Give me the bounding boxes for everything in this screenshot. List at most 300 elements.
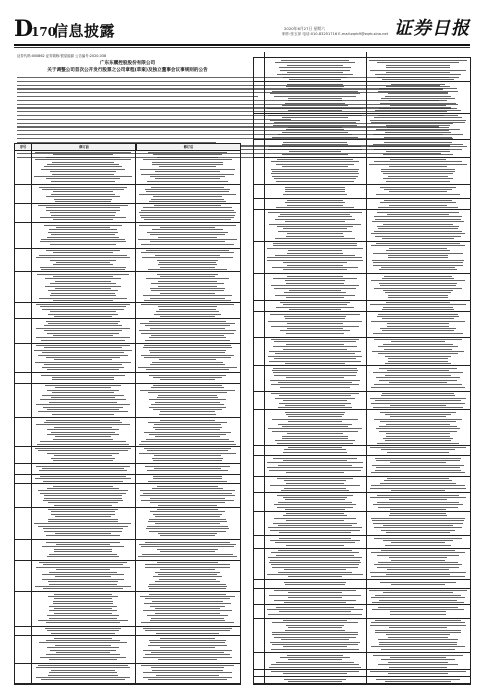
cell-text-line bbox=[271, 173, 360, 174]
cell-text-line bbox=[149, 588, 227, 589]
cell-text-line bbox=[153, 478, 222, 479]
section-letter: D bbox=[14, 16, 34, 42]
cell-text-line bbox=[382, 79, 453, 80]
table-row bbox=[254, 273, 470, 274]
cell-text-line bbox=[150, 642, 224, 643]
cell-text-line bbox=[150, 234, 224, 235]
cell-text-line bbox=[275, 62, 355, 63]
table-row bbox=[15, 683, 240, 684]
cell-text-line bbox=[273, 458, 357, 459]
cell-text-line bbox=[374, 538, 461, 539]
cell-text-line bbox=[379, 644, 457, 645]
cell-text-line bbox=[371, 622, 465, 623]
cell-text-line bbox=[388, 673, 449, 674]
cell-text-line bbox=[383, 592, 453, 593]
cell-text-line bbox=[273, 372, 358, 373]
cell-text-line bbox=[371, 472, 465, 473]
cell-text-line bbox=[50, 212, 116, 213]
cell-text-line bbox=[270, 642, 361, 643]
cell-text-line bbox=[371, 597, 465, 598]
cell-text-line bbox=[38, 450, 127, 451]
cell-text-line bbox=[288, 98, 341, 99]
cell-text-line bbox=[141, 622, 234, 623]
cell-text-line bbox=[371, 485, 465, 486]
table-header bbox=[15, 144, 240, 151]
cell-text-line bbox=[389, 557, 446, 558]
cell-text-line bbox=[274, 358, 356, 359]
cell-text-line bbox=[50, 295, 117, 296]
cell-text-line bbox=[372, 520, 464, 521]
cell-text-line bbox=[281, 639, 349, 640]
cell-text-line bbox=[151, 652, 225, 653]
cell-text-line bbox=[374, 216, 463, 217]
cell-text-line bbox=[41, 239, 125, 240]
cell-text-line bbox=[275, 353, 355, 354]
table-row bbox=[15, 302, 240, 303]
cell-text-line bbox=[267, 574, 362, 575]
cell-text-line bbox=[383, 290, 452, 291]
cell-text-line bbox=[285, 103, 346, 104]
cell-text-line bbox=[46, 250, 121, 251]
cell-text-line bbox=[373, 262, 463, 263]
cell-text-line bbox=[381, 267, 456, 268]
cell-text-line bbox=[268, 115, 362, 116]
cell-text-line bbox=[272, 622, 357, 623]
cell-text-line bbox=[46, 622, 120, 623]
cell-text-line bbox=[376, 129, 460, 130]
cell-text-line bbox=[288, 421, 342, 422]
cell-text-line bbox=[151, 335, 224, 336]
column-divider bbox=[135, 144, 136, 684]
cell-text-line bbox=[378, 507, 458, 508]
cell-text-line bbox=[285, 499, 344, 500]
cell-text-line bbox=[150, 241, 225, 242]
cell-text-line bbox=[146, 528, 230, 529]
cell-text-line bbox=[157, 549, 219, 550]
cell-text-line bbox=[379, 431, 457, 432]
cell-text-line bbox=[274, 504, 355, 505]
cell-text-line bbox=[38, 411, 129, 412]
cell-text-line bbox=[140, 495, 236, 496]
cell-text-line bbox=[370, 572, 466, 573]
cell-text-line bbox=[51, 293, 115, 294]
cell-text-line bbox=[387, 214, 449, 215]
cell-text-line bbox=[144, 219, 232, 220]
cell-text-line bbox=[387, 127, 449, 128]
cell-text-line bbox=[374, 527, 463, 528]
cell-text-line bbox=[284, 602, 346, 603]
cell-text-line bbox=[146, 191, 229, 192]
cell-text-line bbox=[55, 387, 110, 388]
cell-text-line bbox=[370, 304, 466, 305]
cell-text-line bbox=[152, 164, 222, 165]
cell-text-line bbox=[159, 262, 215, 263]
cell-text-line bbox=[280, 302, 350, 303]
cell-text-line bbox=[283, 262, 347, 263]
cell-text-line bbox=[49, 229, 117, 230]
table-row bbox=[254, 676, 470, 677]
table-row bbox=[254, 241, 470, 242]
cell-text-line bbox=[390, 416, 446, 417]
cell-text-line bbox=[278, 424, 351, 425]
cell-text-line bbox=[49, 606, 117, 607]
cell-text-line bbox=[383, 173, 454, 174]
cell-text-line bbox=[48, 675, 119, 676]
cell-text-line bbox=[377, 443, 458, 444]
cell-text-line bbox=[371, 321, 466, 322]
cell-text-line bbox=[378, 115, 458, 116]
cell-text-line bbox=[283, 194, 348, 195]
cell-text-line bbox=[146, 278, 228, 279]
table-row bbox=[15, 663, 240, 664]
table-row bbox=[15, 372, 240, 373]
cell-text-line bbox=[150, 606, 225, 607]
cell-text-line bbox=[286, 333, 344, 334]
cell-text-line bbox=[370, 70, 466, 71]
cell-text-line bbox=[35, 448, 131, 449]
cell-text-line bbox=[283, 142, 347, 143]
cell-text-line bbox=[38, 620, 128, 621]
cell-text-line bbox=[147, 526, 228, 527]
cell-text-line bbox=[140, 596, 234, 597]
cell-text-line bbox=[44, 330, 121, 331]
cell-text-line bbox=[55, 281, 111, 282]
cell-text-line bbox=[157, 397, 219, 398]
cell-text-line bbox=[390, 405, 445, 406]
cell-text-line bbox=[145, 542, 229, 543]
cell-text-line bbox=[157, 274, 219, 275]
cell-text-line bbox=[36, 328, 130, 329]
cell-text-line bbox=[267, 467, 362, 468]
cell-text-line bbox=[40, 306, 126, 307]
cell-text-line bbox=[39, 470, 128, 471]
cell-text-line bbox=[273, 245, 356, 246]
cell-text-line bbox=[270, 530, 361, 531]
cell-text-line bbox=[56, 227, 111, 228]
cell-text-line bbox=[390, 105, 445, 106]
cell-text-line bbox=[144, 345, 232, 346]
cell-text-line bbox=[380, 582, 456, 583]
masthead bbox=[14, 18, 470, 42]
cell-text-line bbox=[155, 572, 220, 573]
cell-text-line bbox=[286, 414, 344, 415]
column-divider bbox=[366, 52, 367, 684]
cell-text-line bbox=[379, 269, 457, 270]
cell-text-line bbox=[372, 609, 463, 610]
cell-text-line bbox=[391, 84, 446, 85]
cell-text-line bbox=[141, 252, 234, 253]
cell-text-line bbox=[273, 368, 356, 369]
cell-text-line bbox=[375, 470, 461, 471]
cell-text-line bbox=[159, 579, 216, 580]
cell-text-line bbox=[143, 657, 232, 658]
cell-text-line bbox=[276, 307, 354, 308]
cell-text-line bbox=[148, 269, 226, 270]
cell-text-line bbox=[155, 613, 221, 614]
cell-text-line bbox=[287, 200, 343, 201]
cell-text-line bbox=[41, 679, 125, 680]
cell-text-line bbox=[382, 309, 454, 310]
cell-text-line bbox=[379, 642, 457, 643]
cell-text-line bbox=[38, 355, 128, 356]
cell-text-line bbox=[374, 231, 461, 232]
cell-text-line bbox=[287, 276, 344, 277]
cell-text-line bbox=[376, 679, 460, 680]
cell-text-line bbox=[375, 595, 461, 596]
cell-text-line bbox=[53, 276, 113, 277]
cell-text-line bbox=[153, 576, 222, 577]
cell-text-line bbox=[383, 224, 453, 225]
cell-text-line bbox=[50, 311, 116, 312]
cell-text-line bbox=[276, 164, 353, 165]
cell-text-line bbox=[141, 304, 235, 305]
cell-text-line bbox=[385, 375, 452, 376]
cell-text-line bbox=[371, 245, 465, 246]
cell-text-line bbox=[54, 594, 112, 595]
cell-text-line bbox=[277, 443, 353, 444]
cell-text-line bbox=[283, 646, 347, 647]
cell-text-line bbox=[42, 309, 124, 310]
cell-text-line bbox=[155, 436, 220, 437]
cell-text-line bbox=[147, 615, 229, 616]
cell-text-line bbox=[147, 232, 228, 233]
cell-text-line bbox=[153, 514, 221, 515]
cell-text-line bbox=[385, 356, 452, 357]
cell-text-line bbox=[389, 515, 447, 516]
cell-text-line bbox=[52, 174, 113, 175]
cell-text-line bbox=[37, 444, 128, 445]
cell-text-line bbox=[158, 306, 216, 307]
cell-text-line bbox=[379, 108, 458, 109]
cell-text-line bbox=[388, 93, 447, 94]
cell-text-line bbox=[380, 483, 457, 484]
cell-text-line bbox=[47, 237, 118, 238]
cell-text-line bbox=[285, 189, 344, 190]
cell-text-line bbox=[273, 523, 358, 524]
cell-text-line bbox=[54, 551, 112, 552]
table-row bbox=[15, 591, 240, 592]
cell-text-line bbox=[288, 250, 341, 251]
cell-text-line bbox=[40, 217, 127, 218]
cell-text-line bbox=[149, 594, 226, 595]
cell-text-line bbox=[286, 472, 344, 473]
cell-text-line bbox=[386, 532, 450, 533]
cell-text-line bbox=[281, 60, 349, 61]
cell-text-line bbox=[271, 671, 359, 672]
cell-text-line bbox=[285, 191, 345, 192]
cell-text-line bbox=[153, 476, 222, 477]
masthead-rule bbox=[14, 44, 470, 46]
cell-text-line bbox=[377, 555, 460, 556]
cell-text-line bbox=[386, 72, 450, 73]
table-row bbox=[15, 417, 240, 418]
cell-text-line bbox=[269, 562, 360, 563]
cell-text-line bbox=[48, 314, 118, 315]
cell-text-line bbox=[281, 490, 349, 491]
cell-text-line bbox=[55, 436, 110, 437]
cell-text-line bbox=[158, 533, 217, 534]
cell-text-line bbox=[47, 630, 119, 631]
cell-text-line bbox=[149, 399, 225, 400]
table-row bbox=[254, 588, 470, 589]
cell-text-line bbox=[151, 404, 223, 405]
cell-text-line bbox=[371, 403, 466, 404]
table-row bbox=[15, 560, 240, 561]
cell-text-line bbox=[50, 650, 116, 651]
cell-text-line bbox=[384, 142, 452, 143]
cell-text-line bbox=[278, 134, 353, 135]
cell-text-line bbox=[52, 162, 114, 163]
cell-text-line bbox=[141, 441, 235, 442]
cell-text-line bbox=[40, 476, 125, 477]
cell-text-line bbox=[51, 194, 115, 195]
cell-text-line bbox=[373, 655, 462, 656]
cell-text-line bbox=[285, 363, 346, 364]
cell-text-line bbox=[34, 523, 131, 524]
cell-text-line bbox=[374, 288, 462, 289]
cell-text-line bbox=[47, 434, 118, 435]
cell-text-line bbox=[148, 392, 228, 393]
masthead-rule-thin bbox=[14, 47, 470, 48]
cell-text-line bbox=[153, 460, 222, 461]
cell-text-line bbox=[380, 285, 457, 286]
table-row bbox=[15, 184, 240, 185]
cell-text-line bbox=[160, 411, 216, 412]
cell-text-line bbox=[154, 424, 221, 425]
cell-text-line bbox=[387, 370, 449, 371]
cell-text-line bbox=[40, 267, 125, 268]
cell-text-line bbox=[143, 207, 232, 208]
table-row bbox=[15, 271, 240, 272]
cell-text-line bbox=[269, 224, 361, 225]
table-row bbox=[254, 683, 470, 684]
column-divider bbox=[31, 144, 32, 684]
cell-text-line bbox=[144, 432, 231, 433]
table-row bbox=[254, 113, 470, 114]
cell-text-line bbox=[159, 359, 216, 360]
table-row bbox=[15, 635, 240, 636]
cell-text-line bbox=[267, 257, 362, 258]
cell-text-line bbox=[150, 298, 225, 299]
cell-text-line bbox=[138, 239, 237, 240]
cell-text-line bbox=[376, 460, 460, 461]
cell-text-line bbox=[279, 538, 350, 539]
cell-text-line bbox=[282, 166, 348, 167]
cell-text-line bbox=[36, 424, 130, 425]
cell-text-line bbox=[42, 395, 125, 396]
cell-text-line bbox=[140, 490, 236, 491]
cell-text-line bbox=[149, 407, 226, 408]
cell-text-line bbox=[373, 523, 463, 524]
cell-text-line bbox=[36, 304, 131, 305]
cell-text-line bbox=[46, 357, 119, 358]
cell-text-line bbox=[375, 620, 462, 621]
cell-text-line bbox=[389, 499, 447, 500]
cell-text-line bbox=[386, 574, 450, 575]
cell-text-line bbox=[270, 485, 361, 486]
cell-text-line bbox=[49, 402, 116, 403]
cell-text-line bbox=[45, 286, 120, 287]
cell-text-line bbox=[387, 569, 449, 570]
cell-text-line bbox=[283, 269, 348, 270]
cell-text-line bbox=[46, 207, 120, 208]
cell-text-line bbox=[381, 449, 454, 450]
cell-text-line bbox=[377, 77, 459, 78]
cell-text-line bbox=[150, 328, 225, 329]
cell-text-line bbox=[272, 176, 357, 177]
cell-text-line bbox=[375, 630, 462, 631]
cell-text-line bbox=[142, 257, 233, 258]
cell-text-line bbox=[53, 486, 112, 487]
cell-text-line bbox=[371, 387, 466, 388]
cell-text-line bbox=[267, 260, 362, 261]
cell-text-line bbox=[40, 493, 127, 494]
cell-text-line bbox=[271, 161, 359, 162]
cell-text-line bbox=[51, 234, 114, 235]
cell-text-line bbox=[154, 468, 221, 469]
cell-text-line bbox=[272, 370, 358, 371]
cell-text-line bbox=[160, 420, 216, 421]
table-row bbox=[254, 409, 470, 410]
cell-text-line bbox=[375, 219, 460, 220]
cell-text-line bbox=[276, 181, 355, 182]
cell-text-line bbox=[287, 328, 343, 329]
cell-text-line bbox=[56, 544, 110, 545]
cell-text-line bbox=[151, 187, 224, 188]
cell-text-line bbox=[376, 467, 460, 468]
table-row bbox=[254, 139, 470, 140]
table-row bbox=[15, 248, 240, 249]
cell-text-line bbox=[380, 412, 455, 413]
cell-text-line bbox=[152, 488, 223, 489]
cell-text-line bbox=[155, 429, 220, 430]
cell-text-line bbox=[48, 509, 117, 510]
cell-text-line bbox=[372, 465, 465, 466]
cell-text-line bbox=[373, 504, 464, 505]
table-row bbox=[15, 626, 240, 627]
cell-text-line bbox=[385, 681, 451, 682]
cell-text-line bbox=[267, 609, 363, 610]
cell-text-line bbox=[385, 414, 451, 415]
cell-text-line bbox=[286, 483, 343, 484]
cell-text-line bbox=[44, 166, 122, 167]
cell-text-line bbox=[138, 367, 237, 368]
cell-text-line bbox=[156, 675, 218, 676]
column-divider bbox=[264, 52, 265, 684]
cell-text-line bbox=[280, 657, 351, 658]
cell-text-line bbox=[35, 478, 131, 479]
cell-text-line bbox=[287, 323, 343, 324]
cell-text-line bbox=[160, 316, 216, 317]
cell-text-line bbox=[390, 509, 445, 510]
cell-text-line bbox=[287, 265, 342, 266]
cell-text-line bbox=[370, 625, 466, 626]
table-row bbox=[15, 463, 240, 464]
cell-text-line bbox=[379, 368, 458, 369]
cell-text-line bbox=[53, 439, 113, 440]
cell-text-line bbox=[389, 205, 446, 206]
cell-text-line bbox=[157, 509, 218, 510]
cell-text-line bbox=[138, 556, 237, 557]
cell-text-line bbox=[275, 542, 354, 543]
cell-text-line bbox=[145, 567, 231, 568]
cell-text-line bbox=[148, 422, 226, 423]
cell-text-line bbox=[275, 255, 355, 256]
header-before: 修订前 bbox=[32, 144, 137, 150]
cell-text-line bbox=[53, 191, 113, 192]
cell-text-line bbox=[385, 96, 450, 97]
header-index: 序号 bbox=[15, 144, 32, 150]
